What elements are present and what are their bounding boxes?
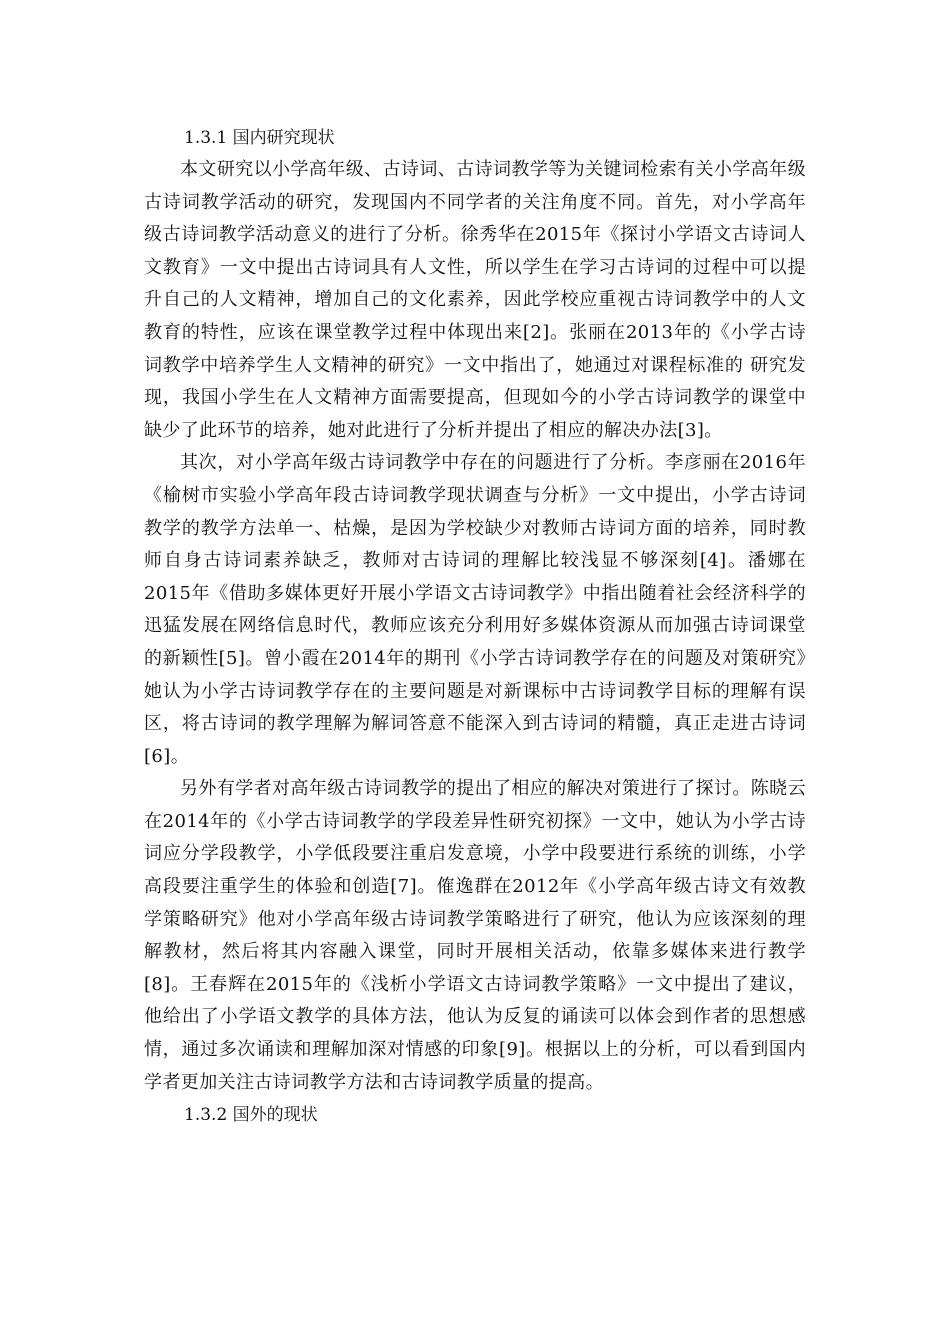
paragraph-domestic-strategies: 另外有学者对高年级古诗词教学的提出了相应的解决对策进行了探讨。陈晓云在2014年的《小学古诗词教学的学段差异性研究初探》一文中，她认为小学古诗词应分学段教学，小学低段要注重启发意境，小学中段要进行系统的训练，小学高段要注重学生的体验和创造[7]。傕逸群在2012年《小学高年级古诗文有效教学策略研究》他对小学高年级古诗词教学策略进行了研究，他认为应该深刻的理解教材，然后将其内容融入课堂，同时开展相关活动，依靠多媒体来进行教学[8]。王春辉在2015年的《浅析小学语文古诗词教学策略》一文中提出了建议，他给出了小学语文教学的具体方法，他认为反复的诵读可以体会到作者的思想感情，通过多次诵读和理解加深对情感的印象[9]。根据以上的分析，可以看到国内学者更加关注古诗词教学方法和古诗词教学质量的提高。 xyxy=(144,778,806,1093)
document-page xyxy=(144,122,806,1131)
section-heading-1-3-1: 1.3.1 国内研究现状 xyxy=(184,128,335,148)
paragraph-domestic-significance: 本文研究以小学高年级、古诗词、古诗词教学等为关键词检索有关小学高年级古诗词教学活动的研究，发现国内不同学者的关注角度不同。首先，对小学高年级古诗词教学活动意义的进行了分析。徐秀华在2015年《探讨小学语文古诗词人文教育》一文中提出古诗词具有人文性，所以学生在学习古诗词的过程中可以提升自己的人文精神，增加自己的文化素养，因此学校应重视古诗词教学中的人文教育的特性，应该在课堂教学过程中体现出来[2]。张丽在2013年的《小学古诗词教学中培养学生人文精神的研究》一文中指出了，她通过对课程标准的 研究发现，我国小学生在人文精神方面需要提高，但现如今的小学古诗词教学的课堂中缺少了此环节的培养，她对此进行了分析并提出了相应的解决办法[3]。 xyxy=(144,159,806,441)
section-heading-1-3-2: 1.3.2 国外的现状 xyxy=(184,1105,318,1126)
paragraph-domestic-problems: 其次，对小学高年级古诗词教学中存在的问题进行了分析。李彦丽在2016年《榆树市实验小学高年段古诗词教学现状调查与分析》一文中提出，小学古诗词教学的教学方法单一、枯燥，是因为学校缺少对教师古诗词方面的培养，同时教师自身古诗词素养缺乏，教师对古诗词的理解比较浅显不够深刻[4]。潘娜在2015年《借助多媒体更好开展小学语文古诗词教学》中指出随着社会经济科学的迅猛发展在网络信息时代，教师应该充分利用好多媒体资源从而加强古诗词课堂的新颖性[5]。曾小霞在2014年的期刊《小学古诗词教学存在的问题及对策研究》她认为小学古诗词教学存在的主要问题是对新课标中古诗词教学目标的理解有误区，将古诗词的教学理解为解词答意不能深入到古诗词的精髓，真正走进古诗词[6]。 xyxy=(144,452,806,767)
